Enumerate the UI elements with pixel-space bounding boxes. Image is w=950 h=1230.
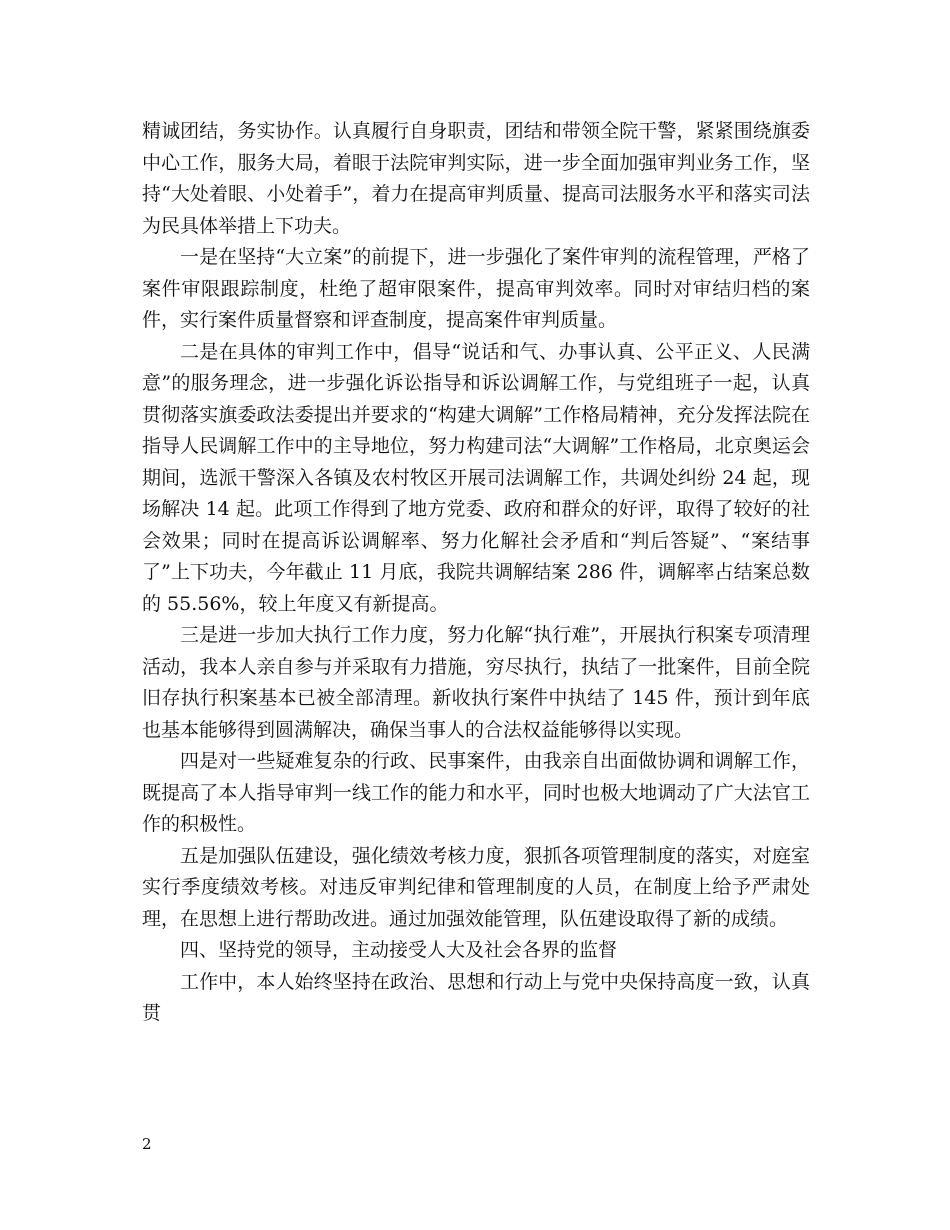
paragraph-item-3: 三是进一步加大执行工作力度，努力化解“执行难”，开展执行积案专项清理活动，我本人亲自参与并采取有力措施，穷尽执行，执结了一批案件，目前全院旧存执行积案基本已被全部清理。新收执行案件中执结了 145 件，预计到年底也基本能够得到圆满解决，确保当事人的合法权益能够得以实现。 <box>142 624 810 741</box>
section-heading: 四、坚持党的领导，主动接受人大及社会各界的监督 <box>180 939 618 961</box>
page-number: 2 <box>142 1135 152 1153</box>
paragraph-intro: 精诚团结，务实协作。认真履行自身职责，团结和带领全院干警，紧紧围绕旗委中心工作，服务大局，着眼于法院审判实际，进一步全面加强审判业务工作，坚持“大处着眼、小处着手”，着力在提高审判质量、提高司法服务水平和落实司法为民具体举措上下功夫。 <box>142 120 810 237</box>
document-body <box>142 116 810 1030</box>
paragraph-item-2: 二是在具体的审判工作中，倡导“说话和气、办事认真、公平正义、人民满意”的服务理念，进一步强化诉讼指导和诉讼调解工作，与党组班子一起，认真贯彻落实旗委政法委提出并要求的“构建大调解”工作格局精神，充分发挥法院在指导人民调解工作中的主导地位，努力构建司法“大调解”工作格局，北京奥运会期间，选派干警深入各镇及农村牧区开展司法调解工作，共调处纠纷 24 起，现场解决 14 起。此项工作得到了地方党委、政府和群众的好评，取得了较好的社会效果；同时在提高诉讼调解率、努力化解社会矛盾和“判后答疑”、“案结事了”上下功夫，今年截止 11 月底，我院共调解结案 286 件，调解率占结案总数的 55.56%，较上年度又有新提高。 <box>142 340 810 615</box>
paragraph-item-1: 一是在坚持“大立案”的前提下，进一步强化了案件审判的流程管理，严格了案件审限跟踪制度，杜绝了超审限案件，提高审判效率。同时对审结归档的案件，实行案件质量督察和评查制度，提高案件审判质量。 <box>142 246 810 331</box>
paragraph-item-4: 四是对一些疑难复杂的行政、民事案件，由我亲自出面做协调和调解工作，既提高了本人指导审判一线工作的能力和水平，同时也极大地调动了广大法官工作的积极性。 <box>142 750 810 835</box>
paragraph-continued: 工作中，本人始终坚持在政治、思想和行动上与党中央保持高度一致，认真贯 <box>142 970 810 1024</box>
paragraph-item-5: 五是加强队伍建设，强化绩效考核力度，狠抓各项管理制度的落实，对庭室实行季度绩效考核。对违反审判纪律和管理制度的人员，在制度上给予严肃处理，在思想上进行帮助改进。通过加强效能管理，队伍建设取得了新的成绩。 <box>142 844 810 930</box>
